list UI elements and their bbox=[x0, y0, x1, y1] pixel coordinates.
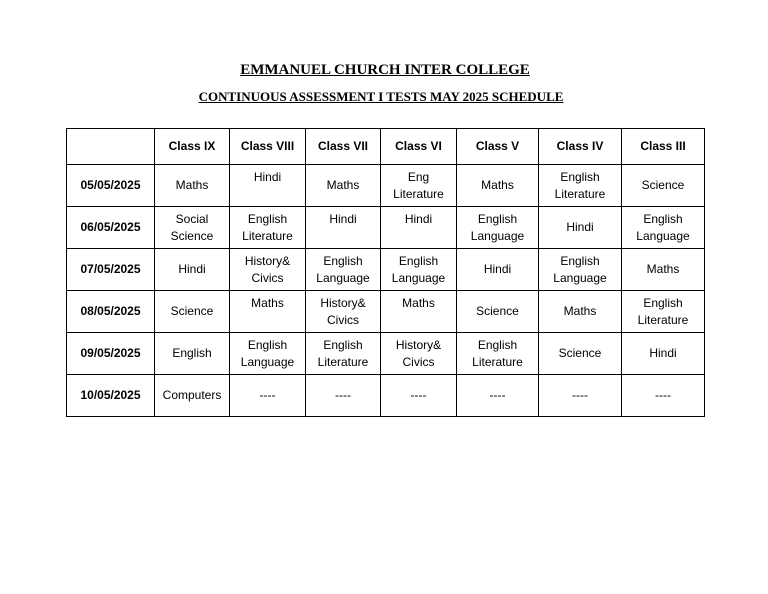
date-cell: 09/05/2025 bbox=[67, 333, 155, 375]
subject-cell: Maths bbox=[230, 291, 306, 333]
exam-schedule-table bbox=[66, 128, 705, 417]
subject-cell: English Language bbox=[457, 207, 539, 249]
subject-cell: Science bbox=[155, 291, 230, 333]
subject-cell: English Literature bbox=[230, 207, 306, 249]
table-row bbox=[67, 375, 705, 417]
college-title: EMMANUEL CHURCH INTER COLLEGE bbox=[240, 62, 530, 78]
table-header-row bbox=[67, 129, 705, 165]
corner-cell bbox=[67, 129, 155, 165]
subject-cell: Hindi bbox=[306, 207, 381, 249]
subject-cell: Social Science bbox=[155, 207, 230, 249]
subject-cell: History& Civics bbox=[381, 333, 457, 375]
date-cell: 07/05/2025 bbox=[67, 249, 155, 291]
subject-cell: Hindi bbox=[155, 249, 230, 291]
table-row bbox=[67, 165, 705, 207]
subject-cell: Maths bbox=[381, 291, 457, 333]
subject-cell: Science bbox=[539, 333, 622, 375]
subject-cell: Maths bbox=[306, 165, 381, 207]
table-row bbox=[67, 333, 705, 375]
subject-cell: Maths bbox=[622, 249, 705, 291]
header-class-ix: Class IX bbox=[155, 129, 230, 165]
header-class-vii: Class VII bbox=[306, 129, 381, 165]
subject-cell: ---- bbox=[622, 375, 705, 417]
subject-cell: English bbox=[155, 333, 230, 375]
header-class-v: Class V bbox=[457, 129, 539, 165]
subject-cell: ---- bbox=[230, 375, 306, 417]
subject-cell: Hindi bbox=[381, 207, 457, 249]
subject-cell: Hindi bbox=[539, 207, 622, 249]
date-cell: 08/05/2025 bbox=[67, 291, 155, 333]
date-cell: 06/05/2025 bbox=[67, 207, 155, 249]
header-class-iv: Class IV bbox=[539, 129, 622, 165]
date-cell: 10/05/2025 bbox=[67, 375, 155, 417]
subject-cell: History& Civics bbox=[306, 291, 381, 333]
subject-cell: Science bbox=[457, 291, 539, 333]
subject-cell: Computers bbox=[155, 375, 230, 417]
header-class-viii: Class VIII bbox=[230, 129, 306, 165]
subject-cell: Maths bbox=[539, 291, 622, 333]
subject-cell: Eng Literature bbox=[381, 165, 457, 207]
subject-cell: ---- bbox=[306, 375, 381, 417]
subject-cell: History& Civics bbox=[230, 249, 306, 291]
header-class-iii: Class III bbox=[622, 129, 705, 165]
subject-cell: Maths bbox=[457, 165, 539, 207]
schedule-subtitle: CONTINUOUS ASSESSMENT I TESTS MAY 2025 SCHEDULE bbox=[198, 89, 564, 104]
subject-cell: English Literature bbox=[539, 165, 622, 207]
subject-cell: English Language bbox=[306, 249, 381, 291]
table-row bbox=[67, 291, 705, 333]
subject-cell: English Language bbox=[381, 249, 457, 291]
subject-cell: Science bbox=[622, 165, 705, 207]
subject-cell: Maths bbox=[155, 165, 230, 207]
subject-cell: ---- bbox=[457, 375, 539, 417]
header-class-vi: Class VI bbox=[381, 129, 457, 165]
table-row bbox=[67, 249, 705, 291]
date-cell: 05/05/2025 bbox=[67, 165, 155, 207]
subject-cell: ---- bbox=[539, 375, 622, 417]
subject-cell: English Language bbox=[539, 249, 622, 291]
subject-cell: English Literature bbox=[306, 333, 381, 375]
subject-cell: English Literature bbox=[457, 333, 539, 375]
subject-cell: English Language bbox=[622, 207, 705, 249]
subject-cell: Hindi bbox=[230, 165, 306, 207]
subject-cell: Hindi bbox=[457, 249, 539, 291]
subject-cell: English Language bbox=[230, 333, 306, 375]
table-row bbox=[67, 207, 705, 249]
subject-cell: English Literature bbox=[622, 291, 705, 333]
subject-cell: Hindi bbox=[622, 333, 705, 375]
subject-cell: ---- bbox=[381, 375, 457, 417]
